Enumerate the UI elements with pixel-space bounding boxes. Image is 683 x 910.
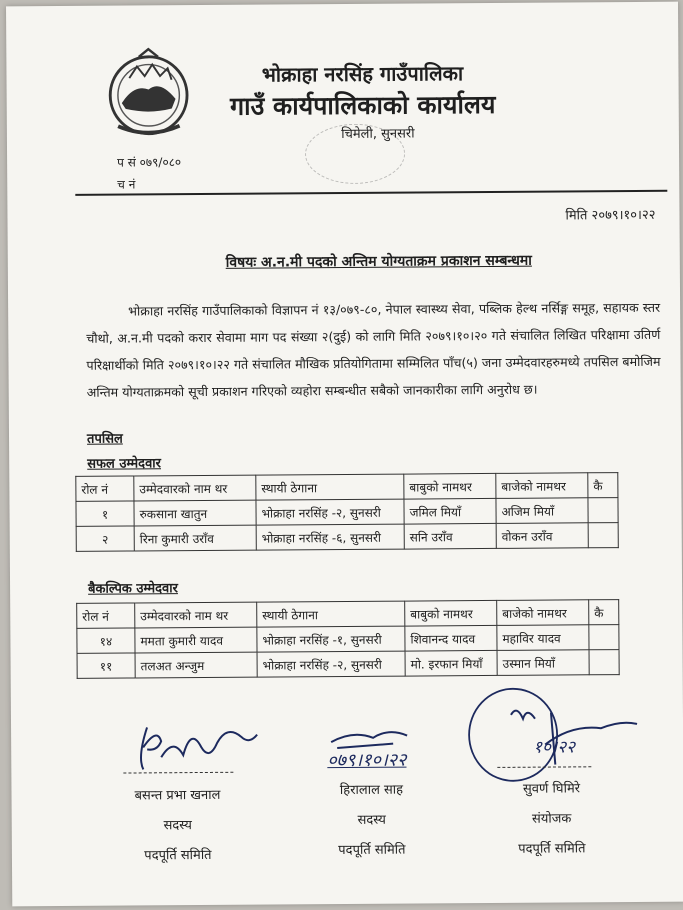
cell-grandfather: वोकन उराँव (496, 523, 588, 549)
letter-body (86, 294, 661, 406)
cell-address: भोक्राहा नरसिंह -१, सुनसरी (257, 626, 405, 652)
office-name: गाउँ कार्यपालिकाको कार्यालय (229, 89, 496, 121)
successful-candidates-table (75, 472, 619, 552)
signatory-role: संयोजक (531, 811, 572, 827)
cell-grandfather: महाविर यादव (497, 625, 589, 651)
cell-name: रुकसाना खातुन (134, 500, 256, 526)
tapasil-heading: तपसिल (86, 431, 123, 447)
signatory-name: सुवर्ण घिमिरे (522, 781, 581, 797)
signature-2-date: ०७९।१०।२२ (327, 749, 407, 772)
cell-remarks (589, 650, 619, 675)
signatory-committee: पदपूर्ति समिति (338, 842, 406, 859)
table-row (77, 650, 619, 679)
letter-body-text: भोक्राहा नरसिंह गाउँपालिकाको विज्ञापन नं १३/०७९-८०, नेपाल स्वास्थ्य सेवा, पब्लिक हेल्थ नर्सिङ्ग समूह, सहायक स्तर चौथो, अ.न.मी पदको करार सेवामा माग पद संख्या २(दुई) को लागि मिति २०७९।१०।२० गते संचालित लिखित परिक्षामा उतिर्ण परिक्षार्थीको मिति २०७९।१०।२२ गते संचालित मौखिक प्रतियोगितामा सम्मिलित पाँच(५) जना उम्मेदवारहरुमध्ये तपसिल बमोजिम अन्तिम योग्यताक्रमको सूची प्रकाशन गरिएको व्यहोरा सम्बन्धीत सबैको जानकारीका लागि अनुरोध छ। (86, 299, 661, 400)
signatory-committee: पदपूर्ति समिति (144, 847, 212, 864)
cell-father: जमिल मियाँ (404, 498, 496, 524)
signatory-3 (481, 774, 622, 865)
col-name: उम्मेदवारको नाम थर (135, 602, 257, 628)
cell-address: भोक्राहा नरसिंह -६, सुनसरी (256, 524, 404, 550)
cell-roll: १४ (77, 628, 135, 653)
document-page (6, 2, 683, 907)
cell-name: ममता कुमारी यादव (135, 627, 257, 653)
signature-1-icon (117, 717, 267, 778)
table-row (77, 625, 619, 654)
cell-address: भोक्राहा नरसिंह -२, सुनसरी (256, 499, 404, 525)
office-location: चिमेली, सुनसरी (341, 126, 415, 143)
col-roll: रोल नं (76, 476, 134, 501)
signatory-1 (107, 781, 248, 872)
table-row (76, 523, 618, 552)
cell-roll: २ (76, 526, 134, 551)
cell-grandfather: अजिम मियाँ (496, 498, 588, 524)
signatory-2 (301, 775, 442, 866)
cell-address: भोक्राहा नरसिंह -२, सुनसरी (257, 651, 405, 677)
col-grandfather: बाजेको नामथर (496, 473, 588, 499)
cell-remarks (588, 523, 618, 548)
signatory-committee: पदपूर्ति समिति (518, 841, 586, 857)
reference-number: प सं ०७९/०८० (117, 155, 182, 170)
alternate-candidates-table (76, 599, 620, 679)
cell-remarks (588, 498, 618, 523)
cell-roll: ११ (77, 653, 135, 678)
reference-block (117, 151, 181, 195)
cell-name: रिना कुमारी उराँव (134, 525, 256, 551)
table-header-row (77, 600, 619, 629)
letter-subject: विषयः अ.न.मी पदको अन्तिम योग्यताक्रम प्रकाशन सम्बन्धमा (225, 252, 532, 271)
cell-father: शिवानन्द यादव (405, 625, 497, 651)
letter-date: मिति २०७९।१०।२२ (565, 207, 656, 224)
signatory-name: बसन्त प्रभा खनाल (134, 787, 221, 804)
cell-grandfather: उस्मान मियाँ (497, 650, 589, 676)
signatory-name: हिरालाल साह (339, 782, 404, 799)
col-address: स्थायी ठेगाना (256, 474, 404, 500)
signature-3-date: १०।२२ (533, 737, 576, 758)
col-remarks: कै (588, 473, 618, 498)
col-roll: रोल नं (77, 603, 135, 628)
dispatch-number: च नं (117, 177, 136, 192)
table-row (76, 498, 618, 527)
col-grandfather: बाजेको नामथर (497, 600, 589, 626)
cell-name: तलअत अन्जुम (135, 652, 257, 678)
signatory-role: सदस्य (357, 812, 386, 828)
col-name: उम्मेदवारको नाम थर (134, 475, 256, 501)
org-name: भोक्राहा नरसिंह गाउँपालिका (261, 61, 464, 87)
cell-father: मो. इरफान मियाँ (405, 650, 497, 676)
col-remarks: कै (589, 600, 619, 625)
successful-heading: सफल उम्मेदवार (87, 456, 162, 472)
alternate-heading: बैकल्पिक उम्मेदवार (88, 581, 178, 597)
cell-remarks (589, 625, 619, 650)
col-father: बाबुको नामथर (404, 473, 496, 499)
signatory-role: सदस्य (163, 818, 192, 834)
col-father: बाबुको नामथर (405, 600, 497, 626)
table-header-row (76, 473, 618, 502)
cell-roll: १ (76, 501, 134, 526)
cell-father: सनि उराँव (404, 523, 496, 549)
col-address: स्थायी ठेगाना (257, 601, 405, 627)
